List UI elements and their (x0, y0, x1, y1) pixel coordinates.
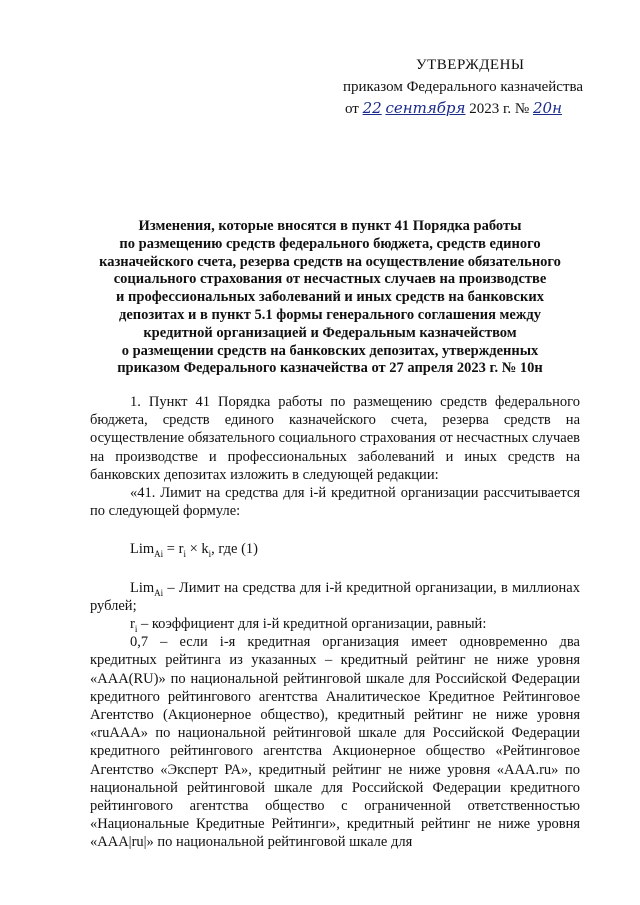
p3-lim-subscript: Ai (154, 587, 164, 598)
formula-times: × k (185, 541, 209, 558)
document-body (90, 393, 580, 852)
formula-end: , где (1) (211, 541, 258, 558)
title-line: казначейского счета, резерва средств на осуществление обязательного (99, 253, 561, 270)
title-line: Изменения, которые вносятся в пункт 41 Порядка работы (138, 218, 522, 234)
formula (90, 540, 580, 558)
paragraph-5: 0,7 – если i-я кредитная организация имеет одновременно два кредитных рейтинга из указанных – кредитный рейтинг не ниже уровня «AAA(RU)» по национальной рейтинговой шкале для Российской Федерации кредитного рейтингового агентства Аналитическое Кредитное Рейтинговое Агентство (Акционерное общество), кредитный рейтинг не ниже уровня «ruAAA» по национальной рейтинговой шкале для Российской Федерации кредитного рейтингового агентства Акционерное общество «Рейтинговое Агентство «Эксперт РА», кредитный рейтинг не ниже уровня «AAA.ru» по национальной рейтинговой шкале для Российской Федерации кредитного рейтингового агентства общество с ограниченной ответственностью «Национальные Кредитные Рейтинги», кредитный рейтинг не ниже уровня «AAA|ru|» по национальной рейтинговой шкале для (90, 634, 580, 851)
title-line: приказом Федерального казначейства от 27 апреля 2023 г. № 10н (117, 360, 543, 377)
formula-r-subscript: i (183, 549, 186, 560)
formula-k-subscript: i (208, 549, 212, 560)
approval-date-line (345, 99, 562, 118)
p4-text: – коэффициент для i-й кредитной организации, равный: (137, 616, 487, 633)
approval-month: сентября (385, 99, 466, 117)
title-line: кредитной организацией и Федеральным казначейством (143, 324, 517, 341)
p3-text: – Лимит на средства для i-й кредитной организации, в миллионах рублей; (90, 579, 580, 614)
approval-heading: УТВЕРЖДЕНЫ (416, 57, 525, 73)
paragraph-3 (90, 579, 580, 615)
title-line: и профессиональных заболеваний и иных средств на банковских (116, 289, 544, 306)
title-line: по размещению средств федерального бюджета, средств единого (119, 235, 541, 252)
formula-lim: Lim (130, 541, 155, 558)
approval-day: 22 (362, 99, 382, 117)
p4-r-subscript: i (134, 623, 138, 634)
paragraph-4 (90, 615, 580, 633)
approval-order-line: приказом Федерального казначейства (343, 79, 584, 95)
formula-eq: = r (163, 541, 184, 558)
paragraph-1: 1. Пункт 41 Порядка работы по размещению средств федерального бюджета, средств единого казначейского счета, резерва средств на осуществление обязательного социального страхования от несчастных случаев на производстве и профессиональных заболеваний и иных средств на банковских депозитах изложить в следующей редакции: (90, 394, 580, 483)
formula-lim-subscript: Ai (154, 549, 164, 560)
approval-year: 2023 г. № (469, 101, 530, 117)
approval-number: 20н (533, 99, 562, 117)
p4-r: r (130, 616, 135, 633)
title-line: депозитах и в пункт 5.1 формы генерального соглашения между (119, 306, 541, 323)
document-title (80, 218, 580, 378)
title-line: социального страхования от несчастных случаев на производстве (113, 271, 547, 288)
title-line: о размещении средств на банковских депозитах, утвержденных (121, 342, 539, 359)
approval-from: от (345, 101, 359, 117)
p3-lim: Lim (130, 579, 155, 596)
paragraph-2: «41. Лимит на средства для i-й кредитной организации рассчитывается по следующей формуле: (90, 485, 580, 520)
